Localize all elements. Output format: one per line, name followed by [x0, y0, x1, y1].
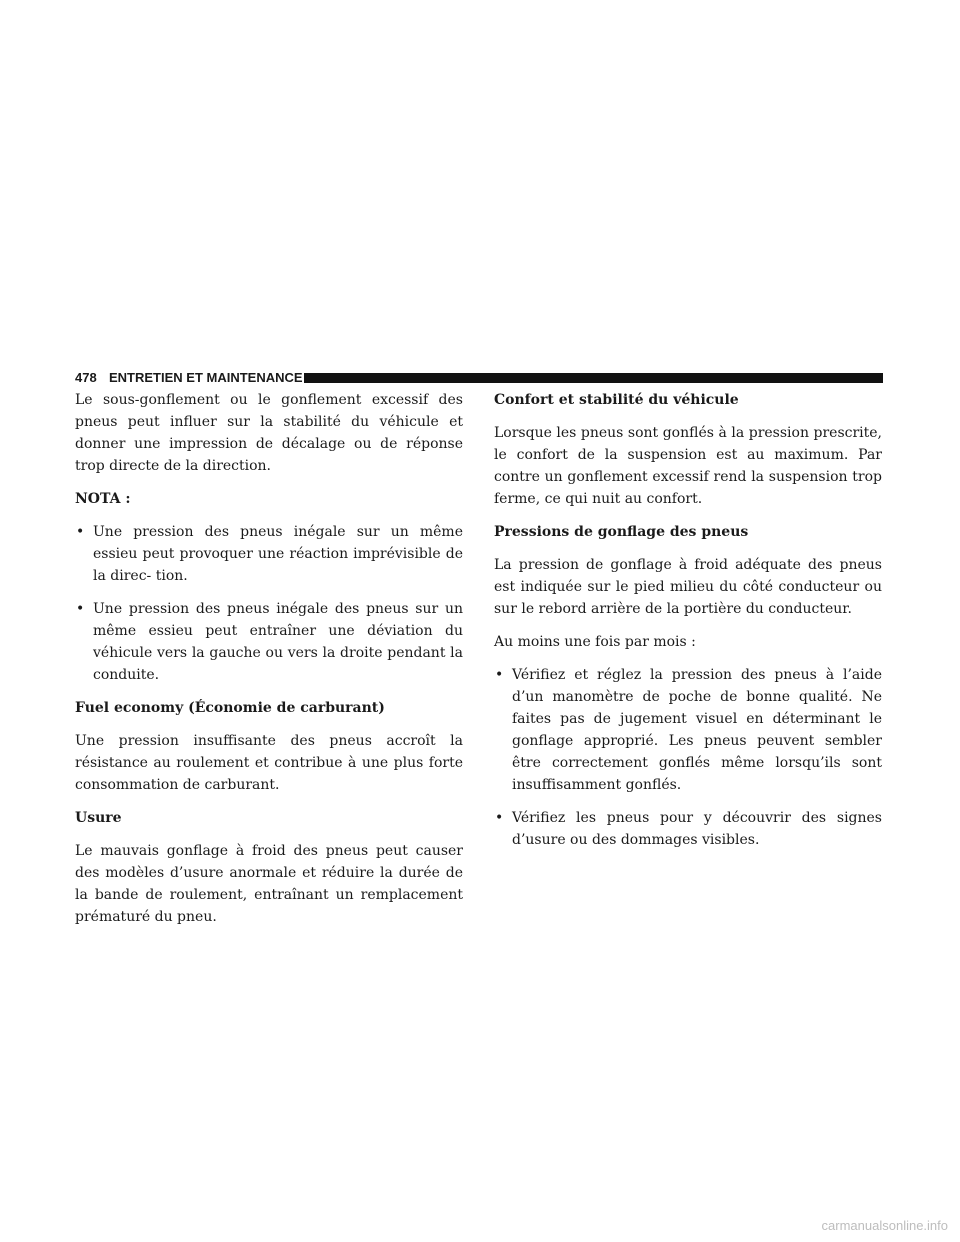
page-number: 478 — [75, 370, 97, 385]
bullet-icon: • — [495, 667, 504, 683]
section-title: ENTRETIEN ET MAINTENANCE — [109, 370, 303, 385]
header-rule — [304, 373, 883, 383]
nota-list — [75, 521, 463, 686]
list-item-text: Vérifiez les pneus pour y découvrir des signes d’usure ou des dommages visibles. — [512, 810, 882, 848]
bullet-icon: • — [76, 601, 85, 617]
list-item — [75, 598, 463, 686]
list-item — [75, 521, 463, 587]
bullet-icon: • — [76, 524, 85, 540]
footer-watermark — [0, 1218, 960, 1233]
monthly-list — [494, 664, 882, 851]
pressions-paragraph: La pression de gonflage à froid adéquate des pneus est indiquée sur le pied milieu du côté conducteur ou sur le rebord arrière de la portière du conducteur. — [494, 557, 882, 617]
confort-heading: Confort et stabilité du véhicule — [494, 392, 739, 408]
usure-heading: Usure — [75, 810, 122, 826]
list-item — [494, 664, 882, 796]
watermark-text: carmanualsonline.info — [821, 1218, 948, 1233]
confort-paragraph: Lorsque les pneus sont gonflés à la pression prescrite, le confort de la suspension est au maximum. Par contre un gonflement excessif rend la suspension trop ferme, ce qui nuit au confort. — [494, 425, 882, 507]
pressions-heading: Pressions de gonflage des pneus — [494, 524, 749, 540]
fuel-economy-paragraph: Une pression insuffisante des pneus accroît la résistance au roulement et contribue à une plus forte consommation de carburant. — [75, 733, 463, 793]
nota-heading: NOTA : — [75, 491, 131, 507]
intro-paragraph: Le sous-gonflement ou le gonflement excessif des pneus peut influer sur la stabilité du véhicule et donner une impression de décalage ou de réponse trop directe de la direction. — [75, 392, 463, 474]
right-column — [494, 389, 882, 862]
list-item-text: Une pression des pneus inégale des pneus sur un même essieu peut entraîner une déviation du véhicule vers la gauche ou vers la droite pendant la conduite. — [93, 601, 463, 683]
list-item-text: Une pression des pneus inégale sur un même essieu peut provoquer une réaction imprévisible de la direc- tion. — [93, 524, 463, 584]
bullet-icon: • — [495, 810, 504, 826]
usure-paragraph: Le mauvais gonflage à froid des pneus peut causer des modèles d’usure anormale et réduire la durée de la bande de roulement, entraînant un remplacement prématuré du pneu. — [75, 843, 463, 925]
left-column — [75, 389, 463, 939]
list-item — [494, 807, 882, 851]
list-item-text: Vérifiez et réglez la pression des pneus à l’aide d’un manomètre de poche de bonne qualité. Ne faites pas de jugement visuel en déterminant le gonflage approprié. Les pneus peuvent sembler être correctement gonflés même lorsqu’ils sont insuffisamment gonflés. — [512, 667, 882, 793]
page-header — [75, 369, 883, 387]
monthly-intro: Au moins une fois par mois : — [494, 634, 696, 650]
fuel-economy-heading: Fuel economy (Économie de carburant) — [75, 700, 385, 716]
